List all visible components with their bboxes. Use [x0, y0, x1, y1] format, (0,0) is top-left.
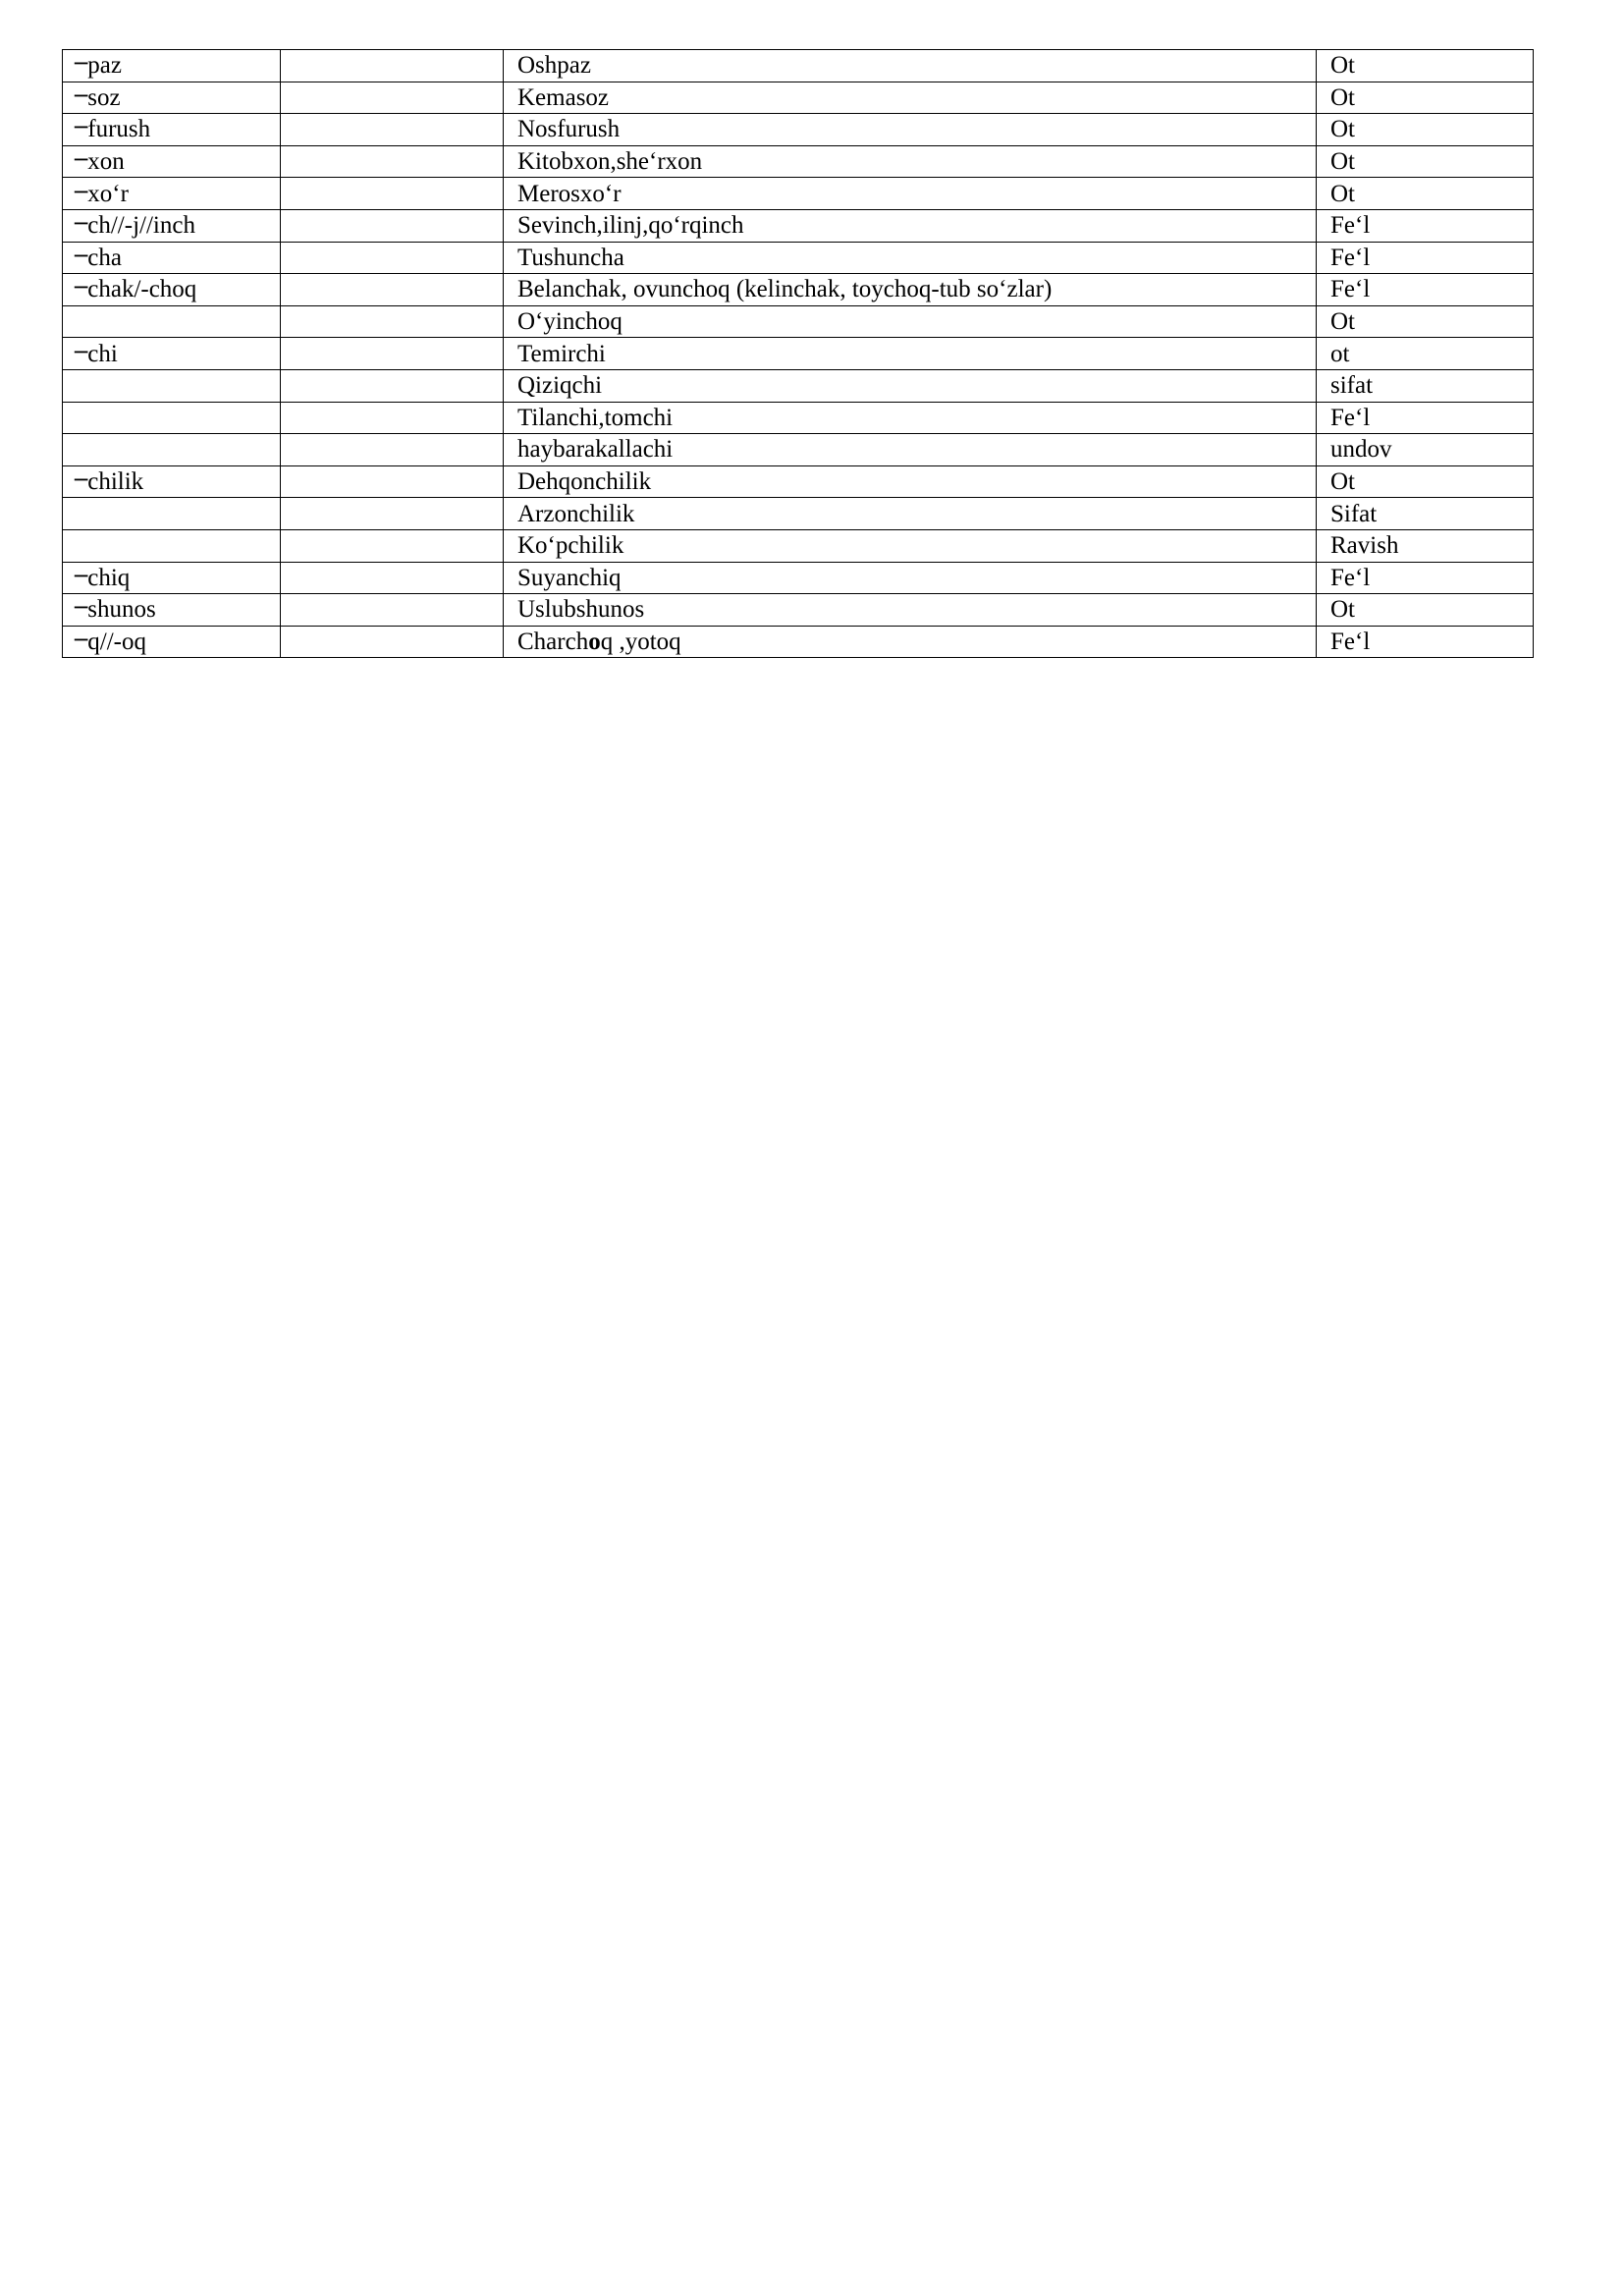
extra-cell [281, 178, 504, 210]
table-row [63, 50, 1534, 82]
pos-cell: Ot [1317, 82, 1534, 114]
suffix-cell [63, 626, 281, 658]
suffix-cell [63, 434, 281, 466]
pos-cell: undov [1317, 434, 1534, 466]
suffix-text: furush [87, 116, 151, 143]
example-cell: Sevinch,ilinj,qo‘rqinch [504, 209, 1317, 242]
suffix-text: ch//-j//inch [87, 212, 195, 240]
dash-mark: ─ [75, 180, 88, 205]
suffix-cell [63, 465, 281, 498]
example-cell: Ko‘pchilik [504, 529, 1317, 562]
suffix-cell [63, 178, 281, 210]
table-row [63, 434, 1534, 466]
suffix-cell [63, 274, 281, 306]
example-cell: O‘yinchoq [504, 305, 1317, 338]
example-cell: Kitobxon,she‘rxon [504, 145, 1317, 178]
suffix-cell [63, 402, 281, 434]
table-row [63, 305, 1534, 338]
table-row [63, 369, 1534, 402]
suffix-cell [63, 209, 281, 242]
suffix-cell [63, 305, 281, 338]
example-cell: Arzonchilik [504, 498, 1317, 530]
pos-cell: Sifat [1317, 498, 1534, 530]
pos-cell: Fe‘l [1317, 562, 1534, 594]
example-cell: Belanchak, ovunchoq (kelinchak, toychoq-tub so‘zlar) [504, 274, 1317, 306]
table-row [63, 82, 1534, 114]
extra-cell [281, 50, 504, 82]
table-row [63, 209, 1534, 242]
pos-cell: Ot [1317, 178, 1534, 210]
table-row [63, 114, 1534, 146]
extra-cell [281, 562, 504, 594]
suffix-cell [63, 369, 281, 402]
example-text-start: Charch [517, 628, 589, 655]
table-row [63, 465, 1534, 498]
pos-cell: Ot [1317, 50, 1534, 82]
pos-cell: Fe‘l [1317, 626, 1534, 658]
suffix-cell [63, 338, 281, 370]
suffix-cell [63, 562, 281, 594]
suffix-cell [63, 82, 281, 114]
table-row [63, 338, 1534, 370]
table-row [63, 274, 1534, 306]
dash-mark: ─ [75, 276, 88, 301]
pos-cell: Fe‘l [1317, 242, 1534, 274]
extra-cell [281, 529, 504, 562]
example-cell: Tushuncha [504, 242, 1317, 274]
extra-cell [281, 114, 504, 146]
pos-cell: Ot [1317, 114, 1534, 146]
example-cell: Oshpaz [504, 50, 1317, 82]
table-row [63, 178, 1534, 210]
example-cell [504, 626, 1317, 658]
pos-cell: Ot [1317, 305, 1534, 338]
example-cell: Merosxo‘r [504, 178, 1317, 210]
suffix-text: chi [87, 340, 118, 367]
pos-cell: ot [1317, 338, 1534, 370]
pos-cell: Fe‘l [1317, 209, 1534, 242]
suffix-cell [63, 529, 281, 562]
dash-mark: ─ [75, 468, 88, 494]
suffix-text: chilik [87, 468, 144, 496]
suffix-text: xon [87, 148, 125, 176]
table-row [63, 402, 1534, 434]
extra-cell [281, 498, 504, 530]
suffix-text: q//-oq [87, 628, 146, 655]
extra-cell [281, 305, 504, 338]
suffix-text: cha [87, 244, 122, 271]
example-cell: Nosfurush [504, 114, 1317, 146]
suffix-table [62, 49, 1534, 658]
extra-cell [281, 369, 504, 402]
dash-mark: ─ [75, 52, 88, 78]
table-body [63, 50, 1534, 658]
table-row [63, 498, 1534, 530]
table-row [63, 594, 1534, 627]
extra-cell [281, 626, 504, 658]
example-cell: Kemasoz [504, 82, 1317, 114]
pos-cell: Fe‘l [1317, 402, 1534, 434]
suffix-text: chiq [87, 564, 131, 591]
example-text-end: q ,yotoq [600, 628, 681, 655]
dash-mark: ─ [75, 83, 88, 109]
dash-mark: ─ [75, 596, 88, 622]
extra-cell [281, 402, 504, 434]
pos-cell: Ot [1317, 465, 1534, 498]
pos-cell: sifat [1317, 369, 1534, 402]
suffix-cell [63, 594, 281, 627]
extra-cell [281, 434, 504, 466]
extra-cell [281, 465, 504, 498]
example-cell: Uslubshunos [504, 594, 1317, 627]
suffix-cell [63, 498, 281, 530]
suffix-text: soz [87, 83, 121, 111]
extra-cell [281, 82, 504, 114]
dash-mark: ─ [75, 564, 88, 589]
dash-mark: ─ [75, 628, 88, 653]
example-text-bold: o [588, 628, 601, 655]
example-cell: Qiziqchi [504, 369, 1317, 402]
dash-mark: ─ [75, 116, 88, 141]
extra-cell [281, 145, 504, 178]
suffix-text: chak/-choq [87, 276, 197, 303]
example-cell: Suyanchiq [504, 562, 1317, 594]
pos-cell: Fe‘l [1317, 274, 1534, 306]
table-row [63, 529, 1534, 562]
table-row [63, 626, 1534, 658]
extra-cell [281, 338, 504, 370]
extra-cell [281, 209, 504, 242]
suffix-cell [63, 242, 281, 274]
dash-mark: ─ [75, 148, 88, 174]
suffix-text: xo‘r [87, 180, 129, 207]
dash-mark: ─ [75, 244, 88, 269]
pos-cell: Ot [1317, 594, 1534, 627]
table-row [63, 145, 1534, 178]
pos-cell: Ravish [1317, 529, 1534, 562]
table-row [63, 242, 1534, 274]
example-cell: Dehqonchilik [504, 465, 1317, 498]
extra-cell [281, 274, 504, 306]
dash-mark: ─ [75, 212, 88, 238]
extra-cell [281, 242, 504, 274]
table-row [63, 562, 1534, 594]
suffix-text: shunos [87, 596, 156, 624]
pos-cell: Ot [1317, 145, 1534, 178]
dash-mark: ─ [75, 340, 88, 365]
example-cell: Temirchi [504, 338, 1317, 370]
suffix-cell [63, 114, 281, 146]
suffix-cell [63, 145, 281, 178]
suffix-cell [63, 50, 281, 82]
suffix-text: paz [87, 52, 122, 80]
example-cell: haybarakallachi [504, 434, 1317, 466]
extra-cell [281, 594, 504, 627]
example-cell: Tilanchi,tomchi [504, 402, 1317, 434]
